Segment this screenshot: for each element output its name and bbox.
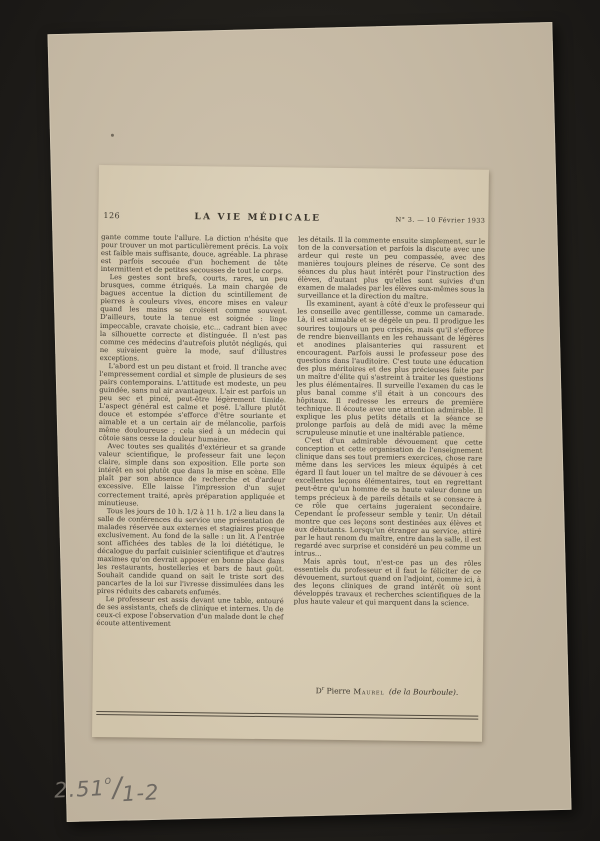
journal-title: LA VIE MÉDICALE <box>194 212 322 224</box>
article-paragraph: gante comme toute l'allure. La diction n'hésite que pour trouver un mot particulièrement précis. La voix est faible mais suffisante, douce, agréable. La phrase est parfois secouée d'un hochement de tête intermittent et de petites secousses de tout le corps. <box>100 233 289 276</box>
footer-rule <box>96 711 478 720</box>
article-paragraph: Les gestes sont brefs, courts, rares, un peu brusques, comme étriqués. La main chargée de bagues accentue la diction du scintillement de pierres à couleurs vives, encore mises en valeur quand les mains se croisent comme souvent. D'ailleurs, toute la tenue est soignée : linge impeccable, cravate choisie, etc... cadrant bien avec la silhouette correcte et distinguée. Il n'est pas comme ces médecins d'autrefois plutôt négligés, qui ne suivaient guère la mode, sauf d'illustres exceptions. <box>99 273 288 363</box>
signature-origin: (de la Bourboule). <box>388 687 459 697</box>
annotation-superscript: o <box>104 773 113 788</box>
left-column <box>96 233 288 630</box>
annotation-suffix: 1-2 <box>121 780 160 807</box>
issue-info: N° 3. — 10 Février 1933 <box>395 215 486 225</box>
author-signature <box>295 685 478 697</box>
paper-speck <box>111 134 114 137</box>
article-paragraph: C'est d'un admirable dévouement que cette conception et cette organisation de l'enseignement clinique dans ses tout premiers exercices, chose rare même dans les services les mieux équipés à cet égard Il faut louer un tel maître de se dévouer à ces excellentes leçons élémentaires, tout en regrettant peut-être qu'un homme de sa haute valeur donne un temps précieux à de pareils détails et se consacre à ce rôle que certains jugeraient secondaire. Cependant le professeur semble y tenir. Un détail montre que ces leçons sont destinées aux élèves et aux débutants. Lorsqu'un étranger au service, attiré par le haut renom du maître, entre dans la salle, il est regardé avec surprise et considéré un peu comme un intrus... <box>294 436 483 558</box>
signature-first-name: Pierre <box>326 686 351 696</box>
right-column <box>293 235 485 632</box>
signature-title-sup: r <box>321 685 325 692</box>
article-columns <box>93 221 488 632</box>
page-number: 126 <box>103 211 121 221</box>
annotation-slash: / <box>111 772 124 804</box>
article-paragraph: Ils examinent, ayant à côté d'eux le professeur qui les conseille avec gentillesse, comme un camarade. Là, il est aimable et se dégèle un peu. Il prodigue les sourires toujours un peu crispés, mais qu'il s'efforce de rendre bienveillants en les rehaussant de légères et anodines plaisanteries qui rassurent et encouragent. Parfois aussi le professeur pose des questions dans l'auditoire. C'est toute une éducation des plus méritoires et des plus précieuses faite par un maître d'élite qui s'astreint à traiter les questions les plus élémentaires. Il surveille l'examen du cas le plus banal comme s'il était à un concours des hôpitaux. Il redresse les erreurs de première technique. Il écoute avec une attention admirable. Il explique les plus petits détails et la séance se prolonge parfois au delà de midi avec la même scrupuleuse minutie et une inaltérable patience. <box>295 299 485 439</box>
signature-last-name: Maurel <box>353 686 385 697</box>
article-paragraph: Tous les jours de 10 h. 1/2 à 11 h. 1/2 a lieu dans la salle de conférences du service une présentation de malades réservée aux externes et stagiaires presque exclusivement. Au fond de la salle : un lit. A l'entrée sont affichées des tables de la loi diététique, le décalogue du parfait cuisinier scientifique et d'autres maximes qu'on devrait apposer en bonne place dans les restaurants, hostelleries et bars de haut goût. Souhait candide quand on sait le triste sort des pancartes de la loi sur l'ivresse dissimulées dans les pires réduits des cabarets enfumés. <box>96 506 285 597</box>
article-paragraph: Le professeur est assis devant une table, entouré de ses assistants, chefs de clinique et internes. Un de ceux-ci expose l'observation d'un malade dont le chef écoute attentivement <box>96 595 284 629</box>
annotation-number: 2.51 <box>53 776 106 803</box>
article-paragraph: Avec toutes ses qualités d'extérieur et sa grande valeur scientifique, le professeur fait une leçon claire, simple dans son exposition. Elle porte son intérêt en soi plutôt que dans la mise en scène. Elle plaît par son absence de recherche et d'ardeur excessive. Elle laisse l'impression d'un sujet correctement traité, après préparation appliquée et minutieuse. <box>97 442 286 508</box>
journal-header <box>98 165 489 226</box>
article-paragraph: les détails. Il la commente ensuite simplement, sur le ton de la conversation et parfois la discute avec une ardeur qui reste un peu compassée, avec des manières toujours pleines de réserve. Ce sont des séances du plus haut intérêt pour l'instruction des élèves, d'autant plus qu'elles sont suivies d'un examen de malades par les élèves eux-mêmes sous la surveillance et la direction du maître. <box>297 235 486 302</box>
press-clipping <box>92 165 489 742</box>
article-paragraph: Mais après tout, n'est-ce pas un des rôles essentiels du professeur et il faut le féliciter de ce dévouement, surtout quand on l'adjoint, comme ici, à des leçons cliniques de grand intérêt où sont développés travaux et recherches scientifiques de la plus haute valeur et qui marquent dans la science. <box>293 557 482 608</box>
article-paragraph: L'abord est un peu distant et froid. Il tranche avec l'empressement cordial et simple de plusieurs de ses pairs contemporains. L'attitude est modeste, un peu guindée, sans nul air avantageux. L'air est parfois un peu sec et pincé, peut-être légèrement timide. L'aspect général est calme et posé. L'allure plutôt douce et estompée s'efforce d'être souriante et aimable et a un certain air de mélancolie, parfois même douloureuse ; cela sied à un médecin qui côtoie sans cesse la douleur humaine. <box>98 361 287 444</box>
signature-title: D <box>315 686 322 696</box>
